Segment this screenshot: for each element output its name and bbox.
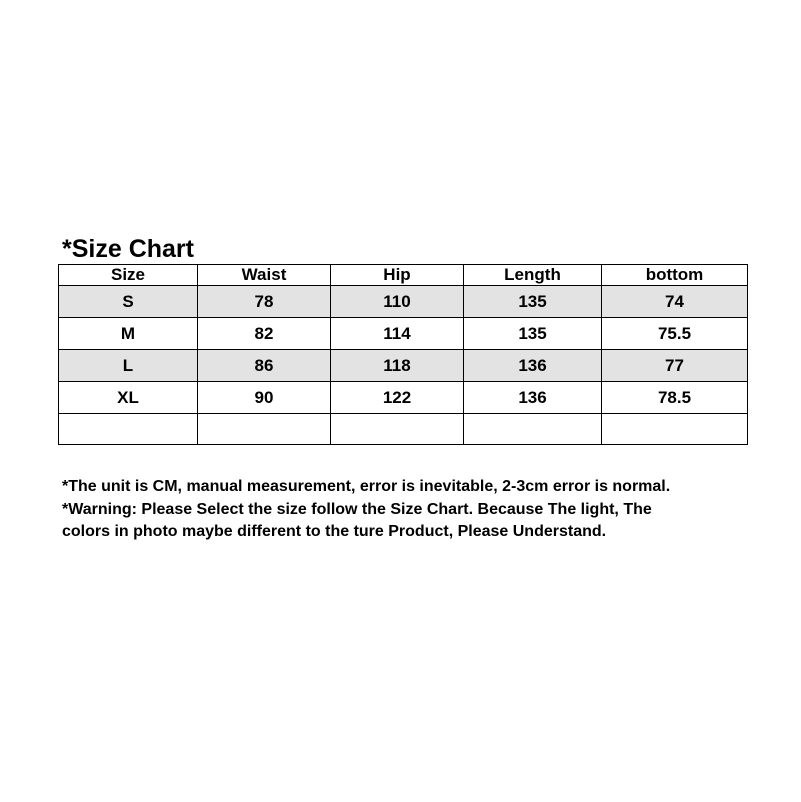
note-warning-continued: colors in photo maybe different to the ture Product, Please Understand. bbox=[62, 523, 607, 540]
cell-size: L bbox=[59, 350, 198, 382]
cell-length: 136 bbox=[464, 382, 602, 414]
header-hip: Hip bbox=[331, 265, 464, 286]
cell-empty bbox=[464, 414, 602, 445]
header-size: Size bbox=[59, 265, 198, 286]
cell-bottom: 75.5 bbox=[602, 318, 748, 350]
table-row bbox=[59, 286, 748, 318]
cell-hip: 114 bbox=[331, 318, 464, 350]
table-row bbox=[59, 382, 748, 414]
note-unit: *The unit is CM, manual measurement, error is inevitable, 2-3cm error is normal. bbox=[62, 478, 671, 495]
note-warning: *Warning: Please Select the size follow the Size Chart. Because The light, The bbox=[62, 500, 652, 518]
table-row bbox=[59, 318, 748, 350]
cell-length: 136 bbox=[464, 350, 602, 382]
table-row-empty bbox=[59, 414, 748, 445]
table-row bbox=[59, 350, 748, 382]
cell-bottom: 74 bbox=[602, 286, 748, 318]
header-length: Length bbox=[464, 265, 602, 286]
cell-empty bbox=[331, 414, 464, 445]
header-waist: Waist bbox=[198, 265, 331, 286]
size-chart-table bbox=[58, 264, 748, 445]
table-header-row bbox=[59, 265, 748, 286]
cell-waist: 86 bbox=[198, 350, 331, 382]
cell-empty bbox=[602, 414, 748, 445]
header-bottom: bottom bbox=[602, 265, 748, 286]
cell-waist: 82 bbox=[198, 318, 331, 350]
cell-waist: 78 bbox=[198, 286, 331, 318]
cell-size: M bbox=[59, 318, 198, 350]
size-chart-title: *Size Chart bbox=[62, 235, 194, 263]
cell-empty bbox=[59, 414, 198, 445]
cell-size: S bbox=[59, 286, 198, 318]
cell-hip: 122 bbox=[331, 382, 464, 414]
cell-size: XL bbox=[59, 382, 198, 414]
size-notes bbox=[62, 476, 762, 544]
cell-length: 135 bbox=[464, 318, 602, 350]
cell-bottom: 78.5 bbox=[602, 382, 748, 414]
cell-empty bbox=[198, 414, 331, 445]
cell-length: 135 bbox=[464, 286, 602, 318]
cell-waist: 90 bbox=[198, 382, 331, 414]
cell-bottom: 77 bbox=[602, 350, 748, 382]
cell-hip: 118 bbox=[331, 350, 464, 382]
cell-hip: 110 bbox=[331, 286, 464, 318]
